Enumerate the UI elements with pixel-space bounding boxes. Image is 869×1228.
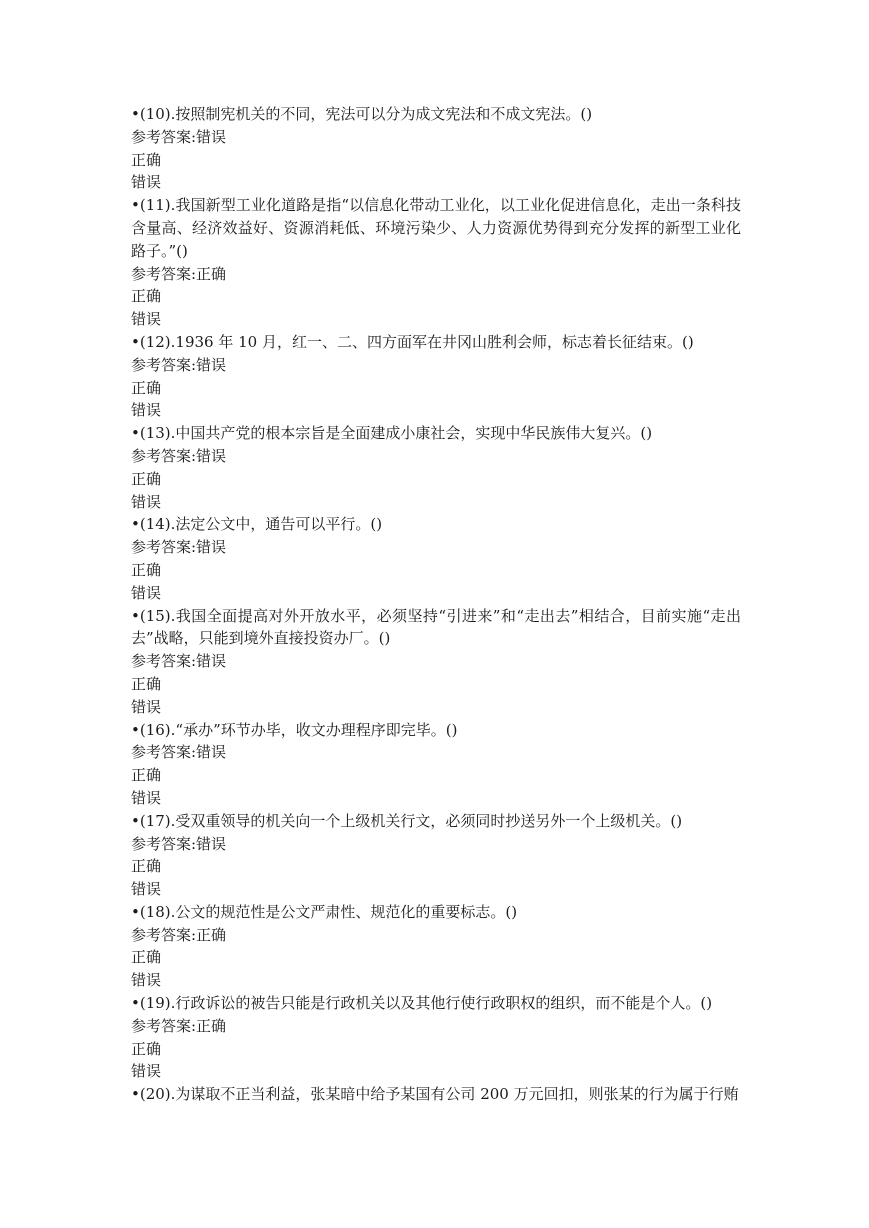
option-wrong: 错误: [131, 492, 162, 511]
bullet-icon: •: [131, 332, 140, 351]
question-block: [131, 194, 741, 331]
reference-answer: 参考答案:错误: [131, 743, 227, 762]
question-block: [131, 605, 741, 719]
question-text: •(16).“承办”环节办毕，收文办理程序即完毕。(): [131, 720, 458, 739]
option-wrong: 错误: [131, 173, 162, 192]
question-text: •(19).行政诉讼的被告只能是行政机关以及其他行使行政职权的组织，而不能是个人。(): [131, 994, 713, 1013]
option-correct: 正确: [131, 948, 162, 967]
option-wrong: 错误: [131, 697, 162, 716]
document-body: [131, 103, 741, 1106]
question-text: •(10).按照制宪机关的不同，宪法可以分为成文宪法和不成文宪法。(): [131, 105, 593, 123]
reference-answer: 参考答案:错误: [131, 127, 227, 146]
bullet-icon: •: [131, 1085, 140, 1104]
option-correct: 正确: [131, 766, 162, 785]
question-text: •(18).公文的规范性是公文严肃性、规范化的重要标志。(): [131, 902, 518, 921]
question-text: •(12).1936 年 10 月，红一、二、四方面军在井冈山胜利会师，标志着长征结束。(): [131, 332, 694, 351]
question-block: [131, 901, 741, 992]
reference-answer: 参考答案:错误: [131, 355, 227, 374]
question-text: •(13).中国共产党的根本宗旨是全面建成小康社会，实现中华民族伟大复兴。(): [131, 424, 653, 443]
bullet-icon: •: [131, 811, 140, 830]
bullet-icon: •: [131, 720, 140, 739]
option-correct: 正确: [131, 857, 162, 876]
option-correct: 正确: [131, 560, 162, 579]
question-text: •(11).我国新型工业化道路是指“以信息化带动工业化，以工业化促进信息化，走出一条科技含量高、经济效益好、资源消耗低、环境污染少、人力资源优势得到充分发挥的新型工业化路子。”(): [131, 196, 741, 260]
question-block: [131, 331, 741, 422]
option-wrong: 错误: [131, 788, 162, 807]
reference-answer: 参考答案:正确: [131, 925, 227, 944]
question-block: [131, 992, 741, 1083]
option-correct: 正确: [131, 1039, 162, 1058]
option-correct: 正确: [131, 287, 162, 306]
option-wrong: 错误: [131, 1062, 162, 1081]
bullet-icon: •: [131, 902, 140, 921]
question-text: •(20).为谋取不正当利益，张某暗中给予某国有公司 200 万元回扣，则张某的行为属于行贿: [131, 1085, 739, 1104]
question-block: [131, 513, 741, 604]
option-wrong: 错误: [131, 583, 162, 602]
bullet-icon: •: [131, 105, 140, 123]
reference-answer: 参考答案:错误: [131, 834, 227, 853]
option-wrong: 错误: [131, 401, 162, 420]
bullet-icon: •: [131, 606, 140, 625]
question-block: [131, 719, 741, 810]
bullet-icon: •: [131, 196, 140, 215]
option-correct: 正确: [131, 674, 162, 693]
reference-answer: 参考答案:错误: [131, 538, 227, 557]
option-wrong: 错误: [131, 971, 162, 990]
bullet-icon: •: [131, 424, 140, 443]
question-text: •(14).法定公文中，通告可以平行。(): [131, 515, 383, 534]
question-block: [131, 422, 741, 513]
question-block: [131, 810, 741, 901]
reference-answer: 参考答案:正确: [131, 264, 227, 283]
question-text: •(15).我国全面提高对外开放水平，必须坚持“引进来”和“走出去”相结合，目前实施“走出去”战略，只能到境外直接投资办厂。(): [131, 606, 741, 648]
option-wrong: 错误: [131, 310, 162, 329]
option-correct: 正确: [131, 150, 162, 169]
question-text: •(17).受双重领导的机关向一个上级机关行文，必须同时抄送另外一个上级机关。(): [131, 811, 683, 830]
bullet-icon: •: [131, 994, 140, 1013]
option-wrong: 错误: [131, 880, 162, 899]
reference-answer: 参考答案:错误: [131, 446, 227, 465]
option-correct: 正确: [131, 469, 162, 488]
reference-answer: 参考答案:错误: [131, 652, 227, 671]
option-correct: 正确: [131, 378, 162, 397]
reference-answer: 参考答案:正确: [131, 1016, 227, 1035]
bullet-icon: •: [131, 515, 140, 534]
question-block: [131, 1083, 741, 1106]
question-block: [131, 103, 741, 194]
